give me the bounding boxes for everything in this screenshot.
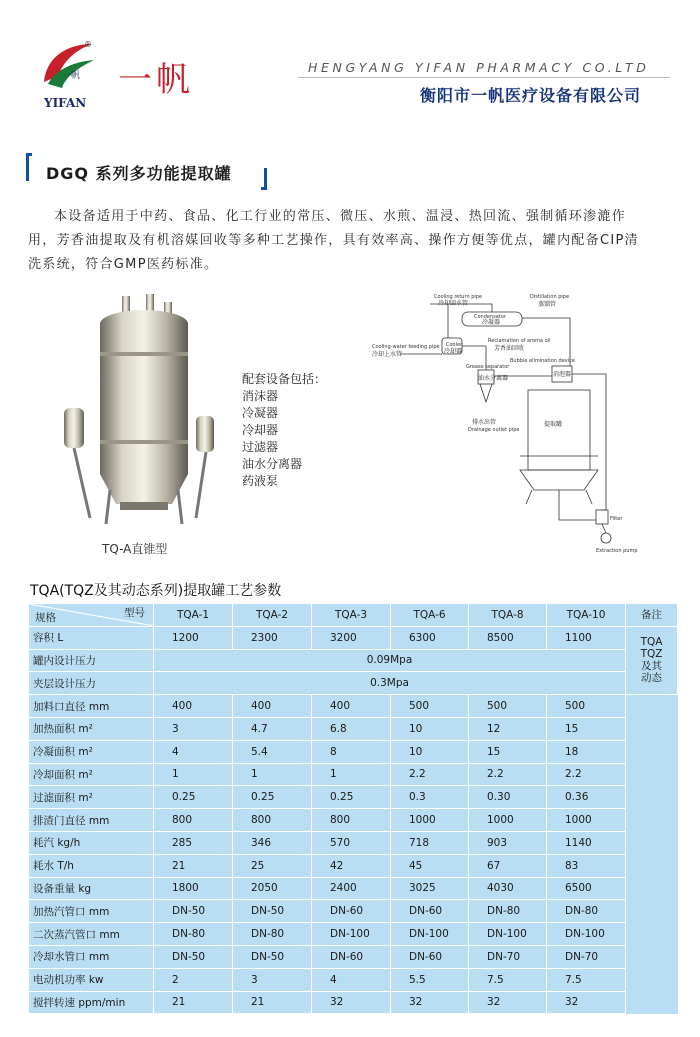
- table-row: [29, 831, 678, 854]
- table-cell: DN-80: [233, 923, 312, 946]
- table-cell: 1200: [154, 626, 233, 649]
- header-divider: [298, 77, 670, 78]
- diagram-label: 蒸馏管: [538, 301, 557, 308]
- diagram-label: Bubble elimination device: [510, 358, 575, 364]
- table-cell: 5.4: [233, 740, 312, 763]
- table-cell: 10: [391, 717, 469, 740]
- table-cell: 500: [391, 695, 469, 718]
- logo-text: YIFAN: [44, 96, 87, 110]
- extraction-tank-photo: [60, 290, 220, 530]
- table-cell: 1: [233, 763, 312, 786]
- diagram-label: 冷却上水管: [372, 351, 403, 358]
- row-label: 排渣门直径 mm: [29, 809, 154, 832]
- table-cell: 1100: [547, 626, 626, 649]
- table-header-spec-model: [29, 604, 154, 627]
- table-cell: DN-50: [154, 945, 233, 968]
- row-label: 夹层设计压力: [29, 672, 154, 695]
- table-row: [29, 877, 678, 900]
- table-cell: 400: [233, 695, 312, 718]
- row-label: 电动机功率 kw: [29, 968, 154, 991]
- row-label: 加热面积 m²: [29, 717, 154, 740]
- table-cell: 21: [233, 991, 312, 1014]
- table-cell: 15: [547, 717, 626, 740]
- table-cell: 500: [547, 695, 626, 718]
- list-item: 消沫器: [242, 389, 279, 403]
- table-header-cell: TQA-10: [547, 604, 626, 627]
- table-cell: 0.25: [154, 786, 233, 809]
- table-cell: 400: [154, 695, 233, 718]
- diagram-label: 油水分离器: [478, 375, 509, 382]
- table-cell: 1800: [154, 877, 233, 900]
- table-cell-merged: 0.3Mpa: [154, 672, 626, 695]
- diagram-label: 排水出管: [472, 419, 497, 426]
- table-cell: 25: [233, 854, 312, 877]
- diagram-label: Grease separator: [466, 364, 510, 370]
- table-header-cell: TQA-3: [312, 604, 391, 627]
- header-spec-label: 规格: [35, 611, 56, 624]
- table-cell: 2.2: [469, 763, 547, 786]
- table-cell: 0.25: [233, 786, 312, 809]
- table-cell: DN-100: [469, 923, 547, 946]
- photo-caption: TQ-A直锥型: [102, 542, 168, 556]
- row-label: 容积 L: [29, 626, 154, 649]
- diagram-label: Distillation pipe: [530, 294, 570, 300]
- table-cell: DN-80: [469, 900, 547, 923]
- table-cell: 570: [312, 831, 391, 854]
- row-label: 冷却水管口 mm: [29, 945, 154, 968]
- row-label: 设备重量 kg: [29, 877, 154, 900]
- table-cell: DN-50: [154, 900, 233, 923]
- row-label: 冷却面积 m²: [29, 763, 154, 786]
- diagram-label: Reclamation of aroma oil: [488, 338, 551, 344]
- table-cell: 285: [154, 831, 233, 854]
- title-bracket-left: [26, 153, 32, 181]
- table-cell: 2050: [233, 877, 312, 900]
- table-cell: 21: [154, 854, 233, 877]
- table-cell: 800: [154, 809, 233, 832]
- table-cell: DN-60: [391, 945, 469, 968]
- remark-line: 动态: [641, 672, 662, 685]
- table-title: TQA(TQZ及其动态系列)提取罐工艺参数: [30, 583, 282, 599]
- remark-line: 及其: [641, 660, 662, 673]
- table-cell: 0.25: [312, 786, 391, 809]
- table-cell: 2.2: [547, 763, 626, 786]
- table-cell: DN-70: [469, 945, 547, 968]
- table-cell: 346: [233, 831, 312, 854]
- remark-line: TQA: [640, 636, 663, 649]
- registered-mark: ®: [84, 40, 92, 49]
- svg-text:一帆: 一帆: [62, 71, 81, 81]
- table-cell: 800: [233, 809, 312, 832]
- table-row: [29, 695, 678, 718]
- table-cell: 12: [469, 717, 547, 740]
- table-row: [29, 740, 678, 763]
- table-cell: 10: [391, 740, 469, 763]
- table-cell: 2.2: [391, 763, 469, 786]
- table-cell: 7.5: [547, 968, 626, 991]
- table-cell: 3025: [391, 877, 469, 900]
- table-row: [29, 809, 678, 832]
- table-cell: 1: [154, 763, 233, 786]
- table-cell: 903: [469, 831, 547, 854]
- table-cell: 6.8: [312, 717, 391, 740]
- section-title: DGQ 系列多功能提取罐: [46, 164, 232, 183]
- table-cell: DN-50: [233, 945, 312, 968]
- row-label: 罐内设计压力: [29, 649, 154, 672]
- remark-line: TQZ: [640, 648, 663, 661]
- spec-table: [28, 603, 678, 1014]
- table-cell: 4: [312, 968, 391, 991]
- table-cell: 5.5: [391, 968, 469, 991]
- list-item: 冷凝器: [242, 406, 279, 420]
- table-cell: 7.5: [469, 968, 547, 991]
- header-model-label: 型号: [124, 607, 145, 619]
- table-row: [29, 717, 678, 740]
- brand-name: 一帆: [118, 60, 194, 100]
- table-cell: 2300: [233, 626, 312, 649]
- table-cell: 4030: [469, 877, 547, 900]
- table-cell: 21: [154, 991, 233, 1014]
- equipment-list: [242, 388, 302, 490]
- row-label: 加料口直径 mm: [29, 695, 154, 718]
- table-cell: 45: [391, 854, 469, 877]
- table-row: [29, 900, 678, 923]
- diagram-label: 提取罐: [544, 421, 563, 428]
- diagram-label: Extraction pump: [596, 548, 638, 554]
- list-item: 过滤器: [242, 440, 279, 454]
- row-label: 加热汽管口 mm: [29, 900, 154, 923]
- table-cell: 67: [469, 854, 547, 877]
- table-cell: 32: [391, 991, 469, 1014]
- table-row: [29, 968, 678, 991]
- table-cell: 18: [547, 740, 626, 763]
- diagram-label: 冷却回水管: [438, 300, 469, 307]
- table-cell: 3: [154, 717, 233, 740]
- table-cell: 1: [312, 763, 391, 786]
- table-cell: DN-100: [547, 923, 626, 946]
- table-cell: 2: [154, 968, 233, 991]
- table-cell: 1000: [547, 809, 626, 832]
- table-cell: DN-60: [312, 900, 391, 923]
- table-header-cell: 备注: [626, 604, 678, 627]
- table-cell: 1000: [391, 809, 469, 832]
- row-label: 耗水 T/h: [29, 854, 154, 877]
- intro-paragraph: 本设备适用于中药、食品、化工行业的常压、微压、水煎、温浸、热回流、强制循环渗漉作用，芳香油提取及有机溶媒回收等多种工艺操作，具有效率高、操作方便等优点，罐内配备CIP清洗系统，符合GMP医药标准。: [28, 209, 639, 272]
- company-name-cn: 衡阳市一帆医疗设备有限公司: [420, 86, 642, 105]
- row-label: 二次蒸汽管口 mm: [29, 923, 154, 946]
- table-cell: 32: [312, 991, 391, 1014]
- table-header-cell: TQA-1: [154, 604, 233, 627]
- table-cell: 0.30: [469, 786, 547, 809]
- table-cell: DN-50: [233, 900, 312, 923]
- table-cell: 8: [312, 740, 391, 763]
- remark-cell: [626, 626, 678, 694]
- company-name-en: HENGYANG YIFAN PHARMACY CO.LTD: [308, 60, 650, 75]
- table-cell: DN-100: [391, 923, 469, 946]
- diagram-label: Drainage outlet pipe: [468, 427, 520, 433]
- table-cell: DN-70: [547, 945, 626, 968]
- table-cell: 32: [547, 991, 626, 1014]
- table-cell: 800: [312, 809, 391, 832]
- table-cell: 15: [469, 740, 547, 763]
- diagram-label: 冷凝器: [482, 319, 501, 326]
- table-row: [29, 763, 678, 786]
- row-label: 耗汽 kg/h: [29, 831, 154, 854]
- table-cell: 4.7: [233, 717, 312, 740]
- table-cell: 1000: [469, 809, 547, 832]
- table-cell: 0.36: [547, 786, 626, 809]
- table-cell: DN-80: [154, 923, 233, 946]
- table-row: [29, 786, 678, 809]
- table-row: [29, 923, 678, 946]
- table-cell: 500: [469, 695, 547, 718]
- table-cell: 83: [547, 854, 626, 877]
- table-row: [29, 649, 678, 672]
- table-cell: DN-60: [391, 900, 469, 923]
- diagram-label: Cooler: [446, 342, 463, 348]
- table-cell: DN-100: [312, 923, 391, 946]
- diagram-label: Filter: [610, 516, 623, 522]
- row-label: 搅拌转速 ppm/min: [29, 991, 154, 1014]
- list-item: 药液泵: [242, 474, 279, 488]
- table-cell: 1140: [547, 831, 626, 854]
- table-row: [29, 854, 678, 877]
- table-header-row: [29, 604, 678, 627]
- table-cell: 6300: [391, 626, 469, 649]
- table-cell: 42: [312, 854, 391, 877]
- table-row: [29, 991, 678, 1014]
- table-cell: 4: [154, 740, 233, 763]
- table-row: [29, 945, 678, 968]
- table-cell: 0.3: [391, 786, 469, 809]
- table-cell: DN-60: [312, 945, 391, 968]
- table-cell: 718: [391, 831, 469, 854]
- table-cell: 32: [469, 991, 547, 1014]
- table-cell: 2400: [312, 877, 391, 900]
- diagram-label: Cooling-water feeding pipe: [372, 344, 440, 350]
- process-flow-diagram: [370, 290, 670, 560]
- diagram-label: 冷却器: [444, 348, 463, 355]
- row-label: 过滤面积 m²: [29, 786, 154, 809]
- table-cell: 6500: [547, 877, 626, 900]
- row-label: 冷凝面积 m²: [29, 740, 154, 763]
- diagram-label: 消泡器: [553, 371, 572, 378]
- table-header-cell: TQA-2: [233, 604, 312, 627]
- table-header-cell: TQA-6: [391, 604, 469, 627]
- table-row: [29, 626, 678, 649]
- table-cell: 3200: [312, 626, 391, 649]
- table-cell: 400: [312, 695, 391, 718]
- table-row: [29, 672, 678, 695]
- diagram-label: 芳香油回收: [494, 345, 525, 352]
- table-cell: DN-80: [547, 900, 626, 923]
- table-cell-merged: 0.09Mpa: [154, 649, 626, 672]
- list-item: 冷却器: [242, 423, 279, 437]
- equipment-list-title: 配套设备包括：: [242, 372, 327, 386]
- diagram-label: Condensator: [474, 314, 506, 320]
- table-cell: 3: [233, 968, 312, 991]
- title-bracket-right: [261, 168, 267, 190]
- diagram-label: Cooling return pipe: [434, 294, 483, 300]
- list-item: 油水分离器: [242, 457, 303, 471]
- table-header-cell: TQA-8: [469, 604, 547, 627]
- table-cell: 8500: [469, 626, 547, 649]
